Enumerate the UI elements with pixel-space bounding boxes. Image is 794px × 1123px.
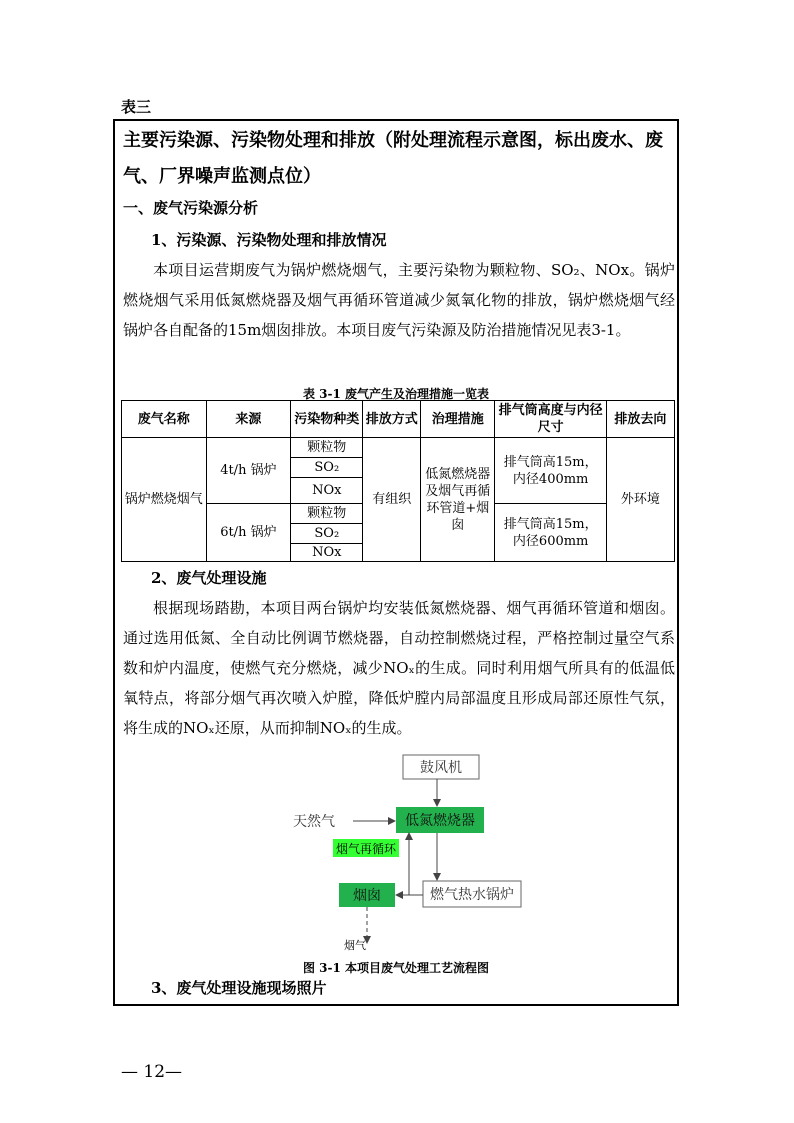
table-caption: 表 3-1 废气产生及治理措施一览表 bbox=[302, 387, 490, 401]
cell-gas-name: 锅炉燃烧烟气 bbox=[122, 438, 207, 562]
cell-source-a: 4t/h 锅炉 bbox=[206, 438, 291, 504]
burner-label: 低氮燃烧器 bbox=[405, 813, 475, 829]
cell-treatment: 低氮燃烧器及烟气再循环管道+烟囱 bbox=[421, 438, 495, 562]
th-treatment: 治理措施 bbox=[421, 401, 495, 438]
cell-stack-a: 排气筒高15m，内径400mm bbox=[495, 438, 606, 504]
th-gas-name: 废气名称 bbox=[122, 401, 207, 438]
paragraph-1: 本项目运营期废气为锅炉燃烧烟气，主要污染物为颗粒物、SO₂、NOx。锅炉燃烧烟气采用低氮燃烧器及烟气再循环管道减少氮氧化物的排放，锅炉燃烧烟气经锅炉各自配备的15m烟囱排放。本项目废气污染源及防治措施情况见表3-1。 bbox=[123, 261, 675, 339]
section-heading: 主要污染源、污染物处理和排放（附处理流程示意图，标出废水、废气、厂界噪声监测点位） bbox=[123, 130, 663, 187]
cell-stack-b: 排气筒高15m，内径600mm bbox=[495, 504, 606, 562]
subsection-title-1: 1、污染源、污染物处理和排放情况 bbox=[151, 231, 387, 249]
process-flow-diagram bbox=[283, 749, 533, 949]
cell-method: 有组织 bbox=[363, 438, 421, 562]
cell-pollutant: SO₂ bbox=[291, 524, 363, 544]
cell-pollutant: SO₂ bbox=[291, 458, 363, 478]
paragraph-2: 根据现场踏勘，本项目两台锅炉均安装低氮燃烧器、烟气再循环管道和烟囱。通过选用低氮、全自动比例调节燃烧器，自动控制燃烧过程，严格控制过量空气系数和炉内温度，使燃气充分燃烧，减少NOₓ的生成。同时利用烟气所具有的低温低氧特点，将部分烟气再次喷入炉膛，降低炉膛内局部温度且形成局部还原性气氛，将生成的NOₓ还原，从而抑制NOₓ的生成。 bbox=[123, 599, 675, 737]
th-pollutant: 污染物种类 bbox=[291, 401, 363, 438]
flue-gas-label: 烟气 bbox=[344, 939, 366, 952]
cell-pollutant: NOx bbox=[291, 478, 363, 504]
cell-pollutant: 颗粒物 bbox=[291, 504, 363, 524]
th-method: 排放方式 bbox=[363, 401, 421, 438]
natural-gas-label: 天然气 bbox=[293, 814, 335, 830]
chimney-label: 烟囱 bbox=[353, 888, 381, 904]
table-label: 表三 bbox=[121, 98, 152, 116]
content-frame bbox=[113, 119, 679, 1006]
blower-label: 鼓风机 bbox=[420, 760, 462, 776]
table-header-row bbox=[122, 401, 675, 438]
page-number: — 12— bbox=[121, 1062, 183, 1082]
th-destination: 排放去向 bbox=[606, 401, 674, 438]
section-title-exhaust: 一、废气污染源分析 bbox=[123, 199, 259, 217]
table-row bbox=[122, 438, 675, 458]
figure-caption: 图 3-1 本项目废气处理工艺流程图 bbox=[302, 961, 490, 975]
cell-pollutant: 颗粒物 bbox=[291, 438, 363, 458]
cell-source-b: 6t/h 锅炉 bbox=[206, 504, 291, 562]
subsection-title-3: 3、废气处理设施现场照片 bbox=[151, 979, 327, 997]
th-source: 来源 bbox=[206, 401, 291, 438]
th-stack: 排气筒高度与内径尺寸 bbox=[495, 401, 606, 438]
cell-pollutant: NOx bbox=[291, 544, 363, 562]
subsection-title-2: 2、废气处理设施 bbox=[151, 569, 267, 587]
boiler-label: 燃气热水锅炉 bbox=[430, 887, 514, 903]
emission-table bbox=[121, 400, 675, 562]
cell-destination: 外环境 bbox=[606, 438, 674, 562]
recirc-label: 烟气再循环 bbox=[335, 842, 397, 856]
